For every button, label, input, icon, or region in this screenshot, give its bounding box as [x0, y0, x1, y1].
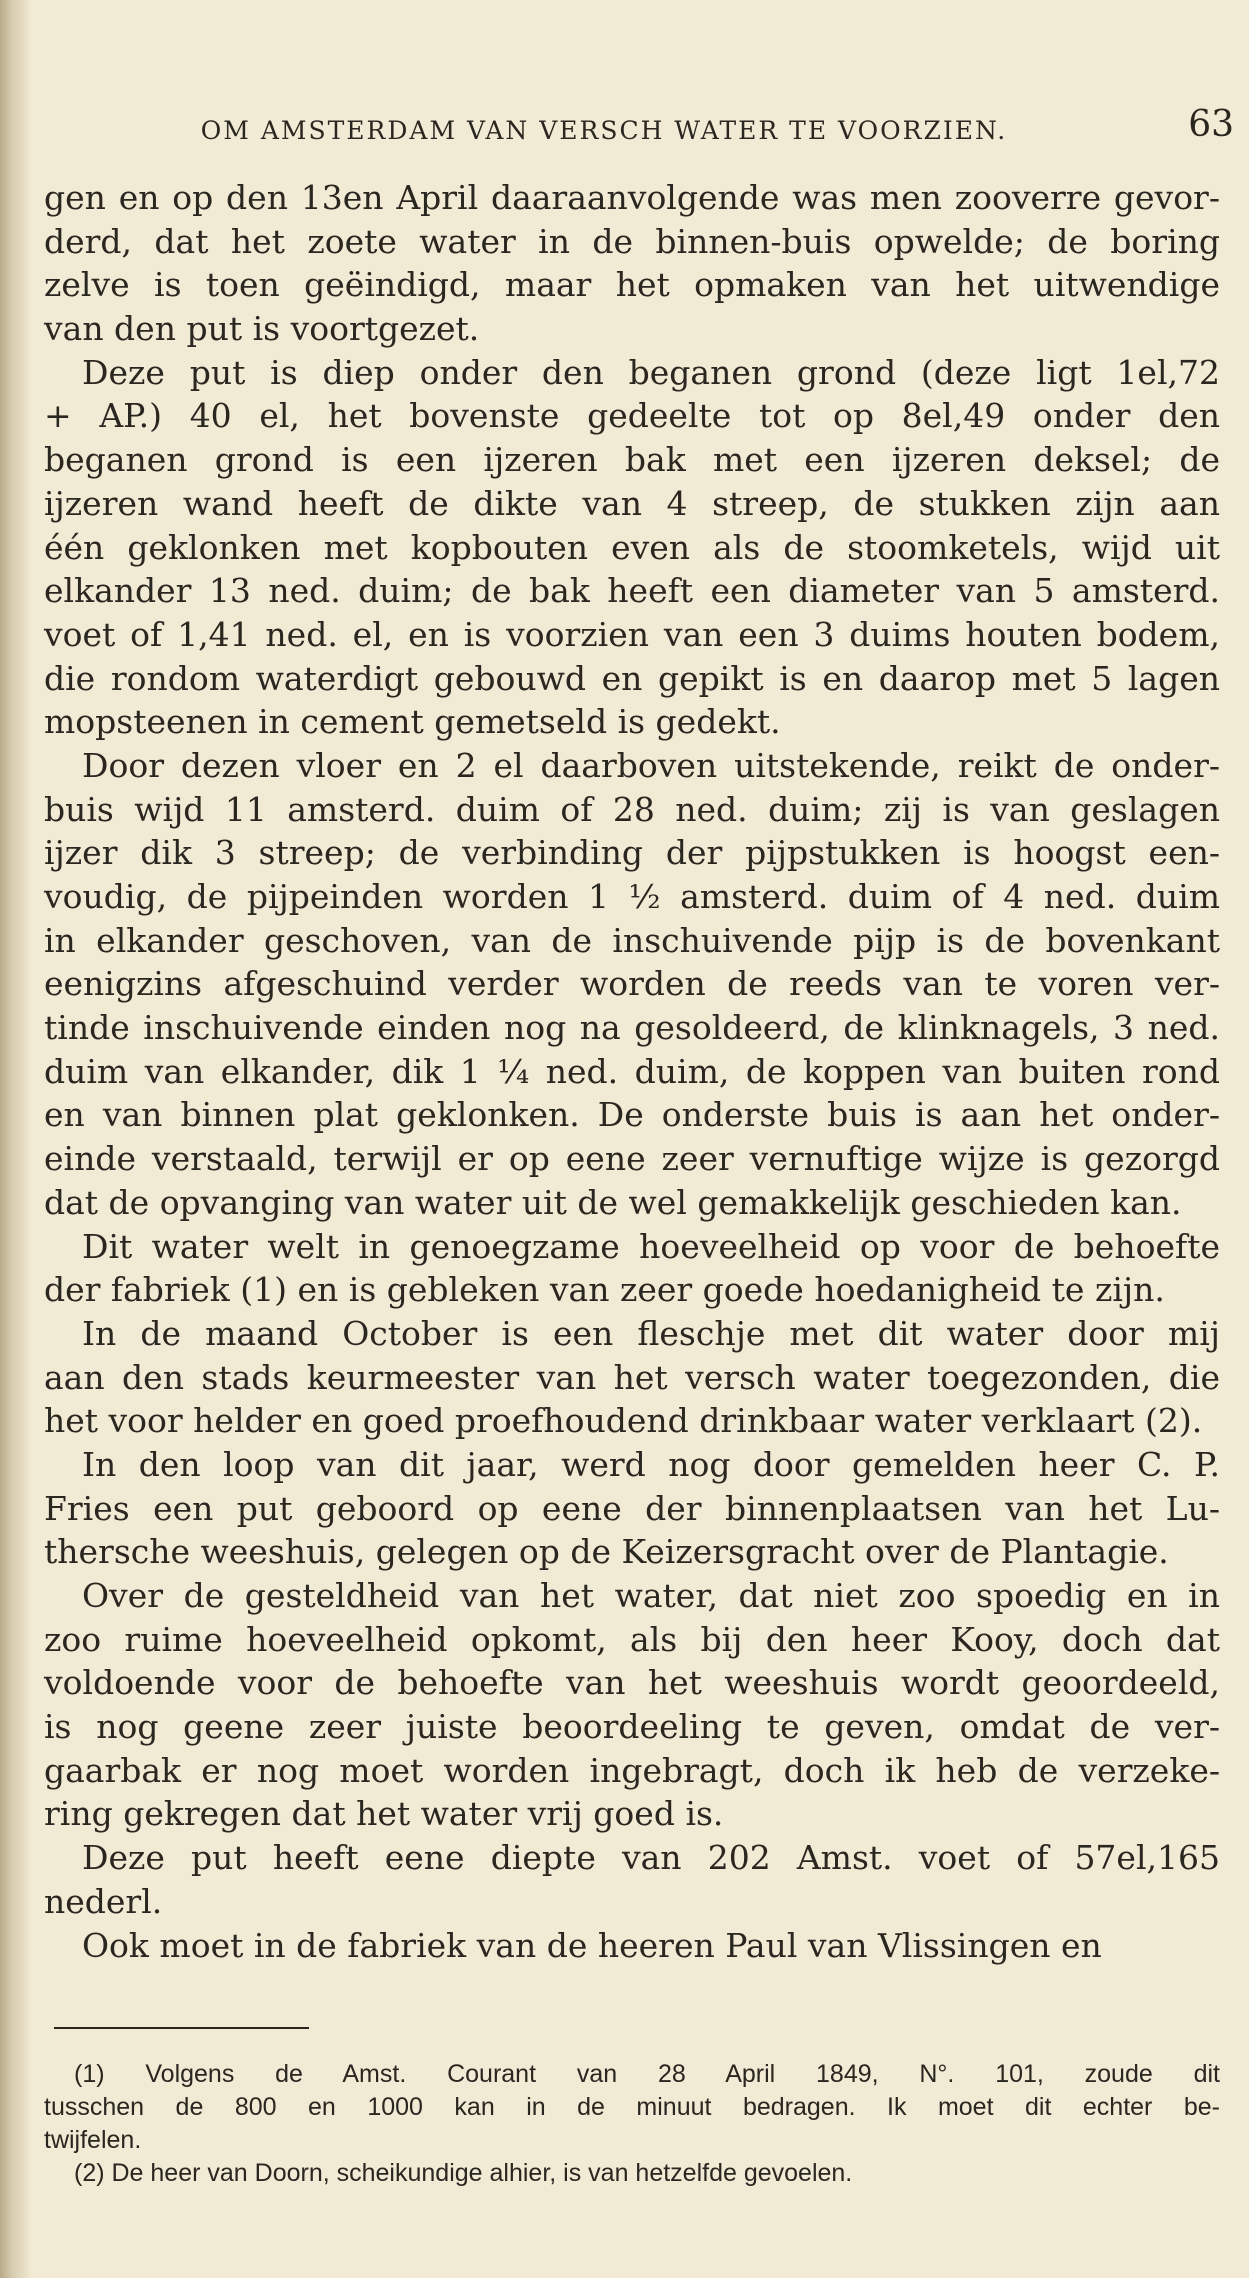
- text-line: gen en op den 13en April daaraanvolgende was men zooverre gevor-: [44, 178, 1220, 217]
- text-line: is nog geene zeer juiste beoordeeling te geven, omdat de ver-: [44, 1707, 1220, 1747]
- text-line: ijzer dik 3 streep; de verbinding der pijpstukken is hoogst een-: [44, 833, 1220, 873]
- text-line: + AP.) 40 el, het bovenste gedeelte tot op 8el,49 onder den: [44, 396, 1220, 436]
- text-line: voet of 1,41 ned. el, en is voorzien van een 3 duims houten bodem,: [44, 614, 1220, 654]
- text-line: duim van elkander, dik 1 ¼ ned. duim, de koppen van buiten rond: [44, 1051, 1220, 1091]
- text-line: tinde inschuivende einden nog na gesoldeerd, de klinknagels, 3 ned.: [44, 1008, 1220, 1048]
- text-line: Ook moet in de fabriek van de heeren Paul van Vlissingen en: [82, 1925, 1102, 1965]
- text-line: In den loop van dit jaar, werd nog door gemelden heer C. P.: [82, 1444, 1220, 1484]
- text-line: thersche weeshuis, gelegen op de Keizersgracht over de Plantagie.: [44, 1532, 1169, 1572]
- text-line: der fabriek (1) en is gebleken van zeer goede hoedanigheid te zijn.: [44, 1270, 1165, 1310]
- text-line: zelve is toen geëindigd, maar het opmaken van het uitwendige: [44, 265, 1220, 305]
- text-line: voldoende voor de behoefte van het weeshuis wordt geoordeeld,: [44, 1663, 1220, 1703]
- text-line: Door dezen vloer en 2 el daarboven uitstekende, reikt de onder-: [82, 745, 1220, 785]
- text-line: in elkander geschoven, van de inschuivende pijp is de bovenkant: [44, 920, 1220, 960]
- text-line: Deze put heeft eene diepte van 202 Amst. voet of 57el,165: [82, 1838, 1220, 1878]
- text-line: gaarbak er nog moet worden ingebragt, doch ik heb de verzeke-: [44, 1750, 1220, 1790]
- text-line: Over de gesteldheid van het water, dat niet zoo spoedig en in: [82, 1576, 1220, 1615]
- book-page: [44, 0, 1234, 2278]
- text-line: één geklonken met kopbouten even als de stoomketels, wijd uit: [44, 527, 1220, 567]
- running-title: OM AMSTERDAM VAN VERSCH WATER TE VOORZIEN.: [200, 116, 1008, 145]
- text-line: van den put is voortgezet.: [44, 309, 480, 349]
- text-line: elkander 13 ned. duim; de bak heeft een diameter van 5 amsterd.: [44, 571, 1220, 611]
- text-line: buis wijd 11 amsterd. duim of 28 ned. duim; zij is van geslagen: [44, 789, 1220, 829]
- footnote-line: (2) De heer van Doorn, scheikundige alhier, is van hetzelfde gevoelen.: [74, 2159, 853, 2187]
- text-line: die rondom waterdigt gebouwd en gepikt is en daarop met 5 lagen: [44, 658, 1220, 698]
- text-line: zoo ruime hoeveelheid opkomt, als bij den heer Kooy, doch dat: [44, 1619, 1220, 1659]
- text-line: en van binnen plat geklonken. De onderste buis is aan het onder-: [44, 1095, 1220, 1135]
- body-text: [44, 176, 1220, 1967]
- text-line: dat de opvanging van water uit de wel gemakkelijk geschieden kan.: [44, 1182, 1182, 1222]
- page-number: 63: [1188, 104, 1234, 145]
- footnote-rule: [54, 2027, 309, 2029]
- footnote-line: tusschen de 800 en 1000 kan in de minuut bedragen. Ik moet dit echter be-: [44, 2093, 1220, 2121]
- text-line: derd, dat het zoete water in de binnen-buis opwelde; de boring: [44, 221, 1220, 261]
- text-line: Dit water welt in genoegzame hoeveelheid op voor de behoefte: [82, 1226, 1220, 1266]
- text-line: het voor helder en goed proefhoudend drinkbaar water verklaart (2).: [44, 1401, 1203, 1441]
- text-line: ring gekregen dat het water vrij goed is.: [44, 1794, 724, 1834]
- text-line: einde verstaald, terwijl er op eene zeer vernuftige wijze is gezorgd: [44, 1139, 1220, 1179]
- text-line: In de maand October is een fleschje met dit water door mij: [82, 1313, 1220, 1353]
- text-line: eenigzins afgeschuind verder worden de reeds van te voren ver-: [44, 964, 1220, 1004]
- text-line: nederl.: [44, 1881, 163, 1921]
- footnote-line: twijfelen.: [44, 2126, 142, 2154]
- text-line: aan den stads keurmeester van het versch water toegezonden, die: [44, 1357, 1220, 1397]
- footnote-line: (1) Volgens de Amst. Courant van 28 April 1849, N°. 101, zoude dit: [74, 2060, 1220, 2088]
- text-line: Deze put is diep onder den beganen grond (deze ligt 1el,72: [82, 352, 1220, 392]
- footnotes: [44, 2058, 1220, 2190]
- text-line: voudig, de pijpeinden worden 1 ½ amsterd. duim of 4 ned. duim: [44, 877, 1220, 916]
- text-line: beganen grond is een ijzeren bak met een ijzeren deksel; de: [44, 440, 1220, 480]
- text-line: Fries een put geboord op eene der binnenplaatsen van het Lu-: [44, 1488, 1220, 1528]
- book-spine-shadow: [0, 0, 30, 2278]
- text-line: mopsteenen in cement gemetseld is gedekt.: [44, 702, 781, 742]
- text-line: ijzeren wand heeft de dikte van 4 streep, de stukken zijn aan: [44, 483, 1220, 523]
